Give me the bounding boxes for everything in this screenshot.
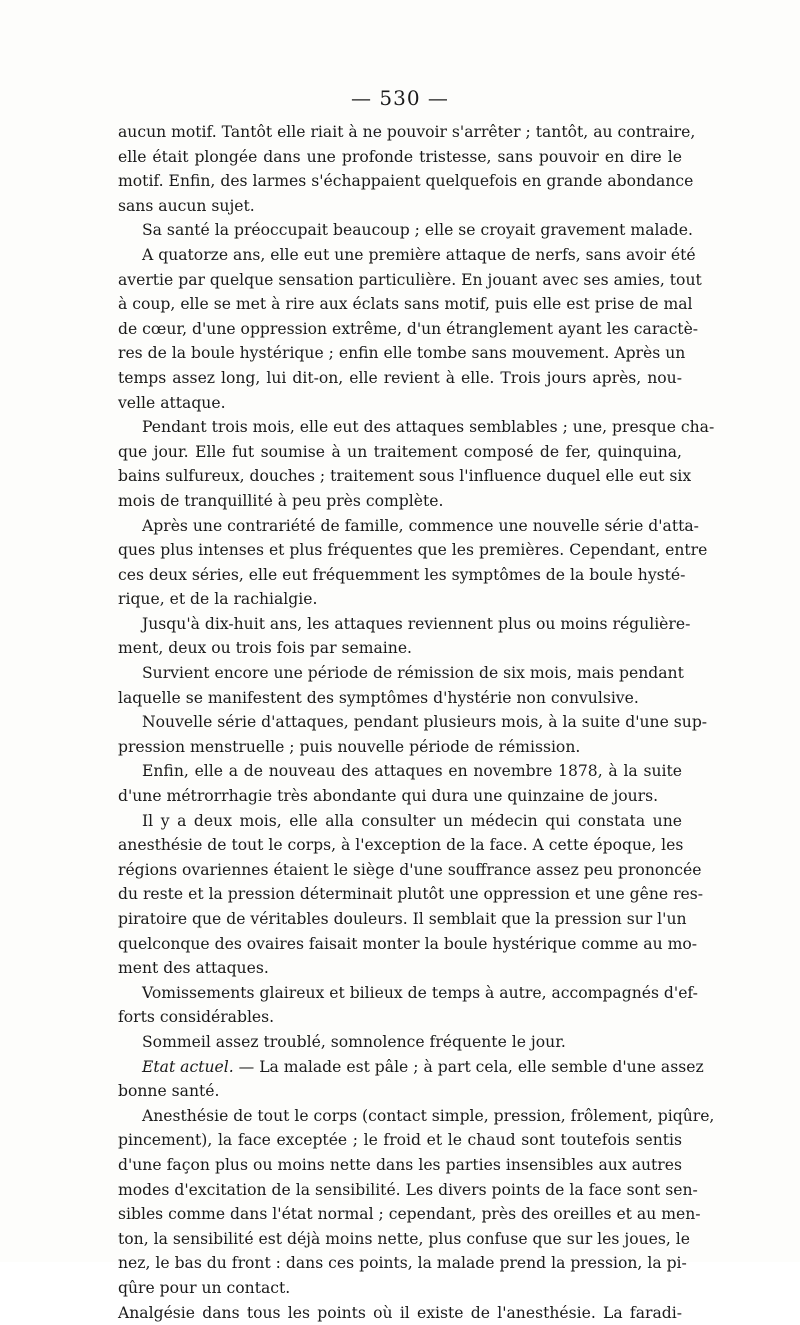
text-line: ques plus intenses et plus fréquentes que les premières. Cependant, entre — [118, 538, 682, 563]
text-line: bains sulfureux, douches ; traitement sous l'influence duquel elle eut six — [118, 464, 682, 489]
text-line: régions ovariennes étaient le siège d'une souffrance assez peu prononcée — [118, 858, 682, 883]
text-line: res de la boule hystérique ; enfin elle tombe sans mouvement. Après un — [118, 341, 682, 366]
text-line: Sa santé la préoccupait beaucoup ; elle se croyait gravement malade. — [118, 218, 682, 243]
text-line: bonne santé. — [118, 1079, 682, 1104]
text-line: ment des attaques. — [118, 956, 682, 981]
text-line: Survient encore une période de rémission de six mois, mais pendant — [118, 661, 682, 686]
text-line: elle était plongée dans une profonde tristesse, sans pouvoir en dire le — [118, 145, 682, 170]
text-line: de cœur, d'une oppression extrême, d'un étranglement ayant les caractè- — [118, 317, 682, 342]
page-number: — 530 — — [0, 86, 800, 110]
text-line: mois de tranquillité à peu près complète. — [118, 489, 682, 514]
text-line: avertie par quelque sensation particulière. En jouant avec ses amies, tout — [118, 268, 682, 293]
text-line: pression menstruelle ; puis nouvelle période de rémission. — [118, 735, 682, 760]
text-line: Il y a deux mois, elle alla consulter un médecin qui constata une — [118, 809, 682, 834]
text-line: quelconque des ovaires faisait monter la boule hystérique comme au mo- — [118, 932, 682, 957]
text-line: modes d'excitation de la sensibilité. Les divers points de la face sont sen- — [118, 1178, 682, 1203]
text-line: à coup, elle se met à rire aux éclats sans motif, puis elle est prise de mal — [118, 292, 682, 317]
text-line: ces deux séries, elle eut fréquemment les symptômes de la boule hysté- — [118, 563, 682, 588]
text-line: Sommeil assez troublé, somnolence fréquente le jour. — [118, 1030, 682, 1055]
text-line: d'une métrorrhagie très abondante qui dura une quinzaine de jours. — [118, 784, 682, 809]
text-line: ton, la sensibilité est déjà moins nette, plus confuse que sur les joues, le — [118, 1227, 682, 1252]
text-line: du reste et la pression déterminait plutôt une oppression et une gêne res- — [118, 882, 682, 907]
text-line: Pendant trois mois, elle eut des attaques semblables ; une, presque cha- — [118, 415, 682, 440]
body-text — [118, 120, 682, 1325]
text-line: nez, le bas du front : dans ces points, la malade prend la pression, la pi- — [118, 1251, 682, 1276]
text-line: Après une contrariété de famille, commence une nouvelle série d'atta- — [118, 514, 682, 539]
text-line: qûre pour un contact. — [118, 1276, 682, 1301]
text-line: ment, deux ou trois fois par semaine. — [118, 636, 682, 661]
text-line: sibles comme dans l'état normal ; cependant, près des oreilles et au men- — [118, 1202, 682, 1227]
text-line: piratoire que de véritables douleurs. Il semblait que la pression sur l'un — [118, 907, 682, 932]
text-line: Enfin, elle a de nouveau des attaques en novembre 1878, à la suite — [118, 759, 682, 784]
text-line: d'une façon plus ou moins nette dans les parties insensibles aux autres — [118, 1153, 682, 1178]
text-line: motif. Enfin, des larmes s'échappaient quelquefois en grande abondance — [118, 169, 682, 194]
text-line: forts considérables. — [118, 1005, 682, 1030]
text-line: Nouvelle série d'attaques, pendant plusieurs mois, à la suite d'une sup- — [118, 710, 682, 735]
section-heading-etat-actuel: Etat actuel. — [142, 1058, 234, 1076]
text-line: Analgésie dans tous les points où il existe de l'anesthésie. La faradi- — [118, 1301, 682, 1325]
text-line: laquelle se manifestent des symptômes d'hystérie non convulsive. — [118, 686, 682, 711]
text-line — [118, 1055, 682, 1080]
text-line: temps assez long, lui dit-on, elle revient à elle. Trois jours après, nou- — [118, 366, 682, 391]
text-line: Jusqu'à dix-huit ans, les attaques reviennent plus ou moins régulière- — [118, 612, 682, 637]
heading-continuation: — La malade est pâle ; à part cela, elle semble d'une assez — [234, 1058, 704, 1076]
text-line: A quatorze ans, elle eut une première attaque de nerfs, sans avoir été — [118, 243, 682, 268]
text-line: velle attaque. — [118, 391, 682, 416]
text-line: que jour. Elle fut soumise à un traitement composé de fer, quinquina, — [118, 440, 682, 465]
text-line: pincement), la face exceptée ; le froid et le chaud sont toutefois sentis — [118, 1128, 682, 1153]
text-line: Anesthésie de tout le corps (contact simple, pression, frôlement, piqûre, — [118, 1104, 682, 1129]
text-line: aucun motif. Tantôt elle riait à ne pouvoir s'arrêter ; tantôt, au contraire, — [118, 120, 682, 145]
text-line: anesthésie de tout le corps, à l'exception de la face. A cette époque, les — [118, 833, 682, 858]
text-line: rique, et de la rachialgie. — [118, 587, 682, 612]
text-line: Vomissements glaireux et bilieux de temps à autre, accompagnés d'ef- — [118, 981, 682, 1006]
text-line: sans aucun sujet. — [118, 194, 682, 219]
